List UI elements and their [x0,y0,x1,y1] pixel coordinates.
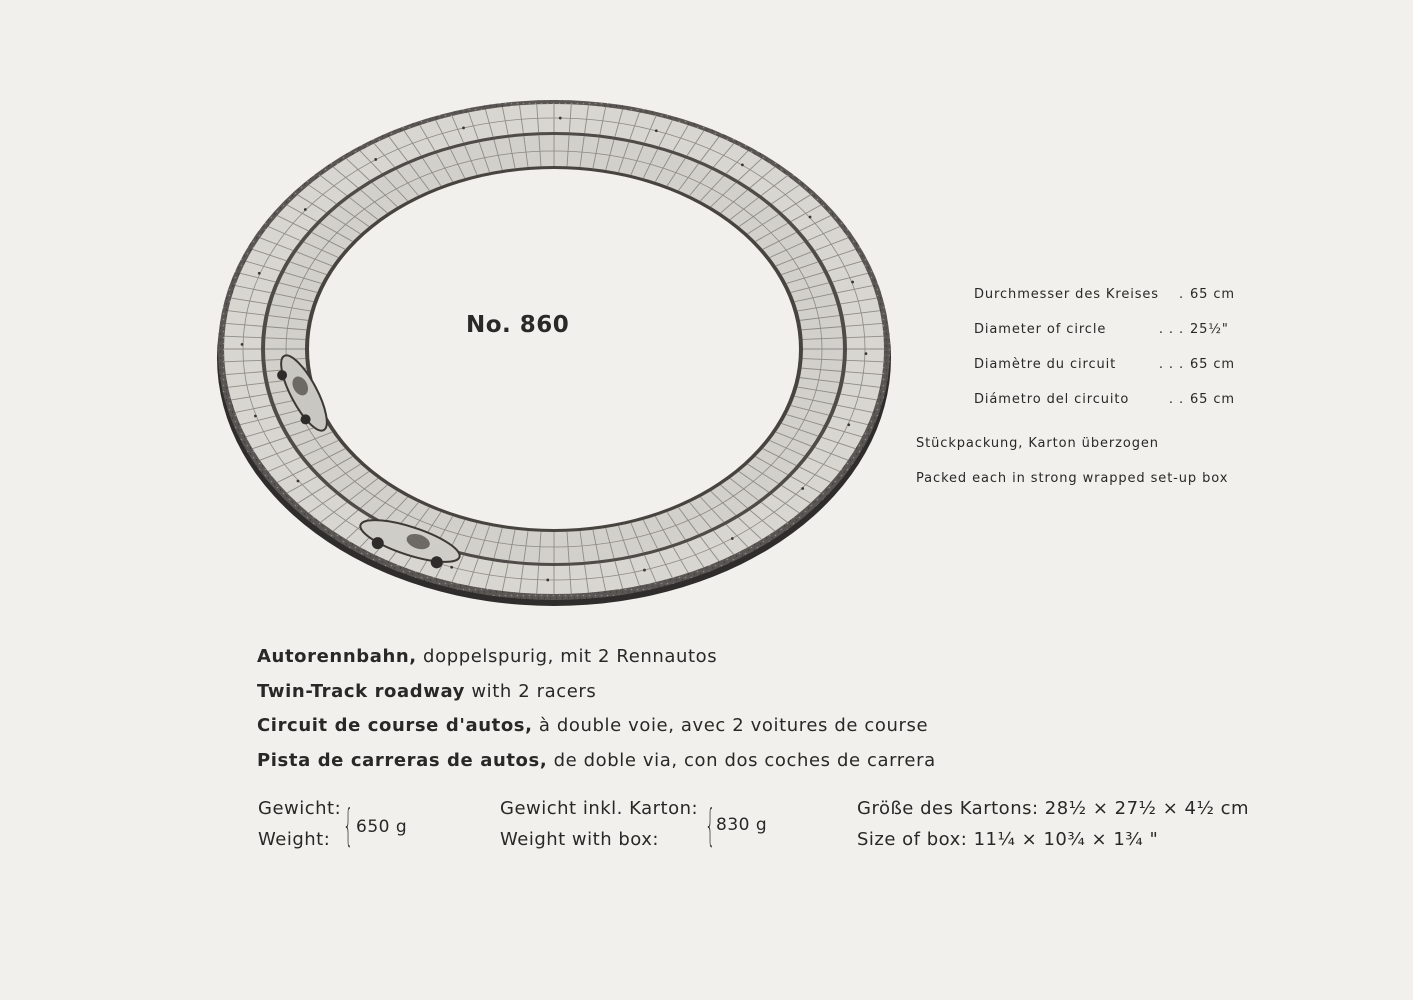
weight-value: 650 g [356,817,408,837]
track-rivet [559,117,562,120]
weight-label-de: Gewicht: [258,798,342,819]
track-rivet [450,566,453,569]
track-rivet [655,129,658,132]
track-rivet [851,281,854,284]
track-rivet [741,163,744,166]
track-rivet [546,579,549,582]
track-rivet [809,216,812,219]
description-line [257,750,936,785]
weight-box-label-en: Weight with box: [500,829,659,850]
track-rivet [847,423,850,426]
track-rivet [254,415,257,418]
weight-with-box-info [500,798,768,860]
track-rivet [297,480,300,483]
box-size-de: Größe des Kartons: 28½ × 27½ × 4½ cm [857,798,1250,819]
track-rivet [241,343,244,346]
description-title: Pista de carreras de autos, [257,749,548,771]
description-text: de doble via, con dos coches de carrera [547,749,936,771]
product-description [257,646,936,784]
description-line [257,646,936,681]
spec-label: Durchmesser des Kreises [974,287,1159,302]
track-rivet [258,272,261,275]
box-size-en: Size of box: 11¼ × 10¾ × 1¾ " [857,829,1159,850]
weight-info [258,798,408,860]
spec-leader-dots: . . . [1158,357,1184,372]
brace-symbol: { [343,800,354,851]
track-ring-group [217,100,891,606]
weight-box-value: 830 g [716,815,768,835]
track-rivet [462,127,465,130]
spec-value: 65 cm [1190,357,1235,372]
weight-label-en: Weight: [258,829,331,850]
description-text: with 2 racers [465,680,597,702]
spec-leader-dots: . [1178,287,1184,302]
description-text: doppelspurig, mit 2 Rennautos [416,646,718,667]
brace-symbol: { [705,800,716,851]
track-rivet [731,537,734,540]
spec-label: Diámetro del circuito [974,392,1130,407]
description-text: à double voie, avec 2 voitures de course [532,715,929,736]
packing-text-en: Packed each in strong wrapped set-up box [916,471,1229,486]
spec-value: 65 cm [1190,287,1235,302]
description-title: Twin-Track roadway [257,680,466,702]
spec-label: Diameter of circle [974,322,1107,337]
spec-label: Diamètre du circuit [974,357,1117,372]
description-title: Circuit de course d'autos, [257,715,533,736]
product-number: No. 860 [466,312,570,338]
spec-value: 65 cm [1190,392,1235,407]
weight-box-label-de: Gewicht inkl. Karton: [500,798,699,819]
track-rivet [374,158,377,161]
track-rivet [643,569,646,572]
track-rivet [304,208,307,211]
box-size-info [857,798,1249,860]
track-rivet [801,487,804,490]
description-title: Autorennbahn, [257,646,417,667]
description-line [257,681,936,716]
description-line [257,715,936,750]
spec-leader-dots: . . . [1158,322,1184,337]
packing-info [916,436,1228,506]
track-rivet [865,352,868,355]
spec-value: 25½" [1190,322,1229,337]
spec-leader-dots: . . [1168,392,1184,407]
packing-text-de: Stückpackung, Karton überzogen [916,436,1159,451]
